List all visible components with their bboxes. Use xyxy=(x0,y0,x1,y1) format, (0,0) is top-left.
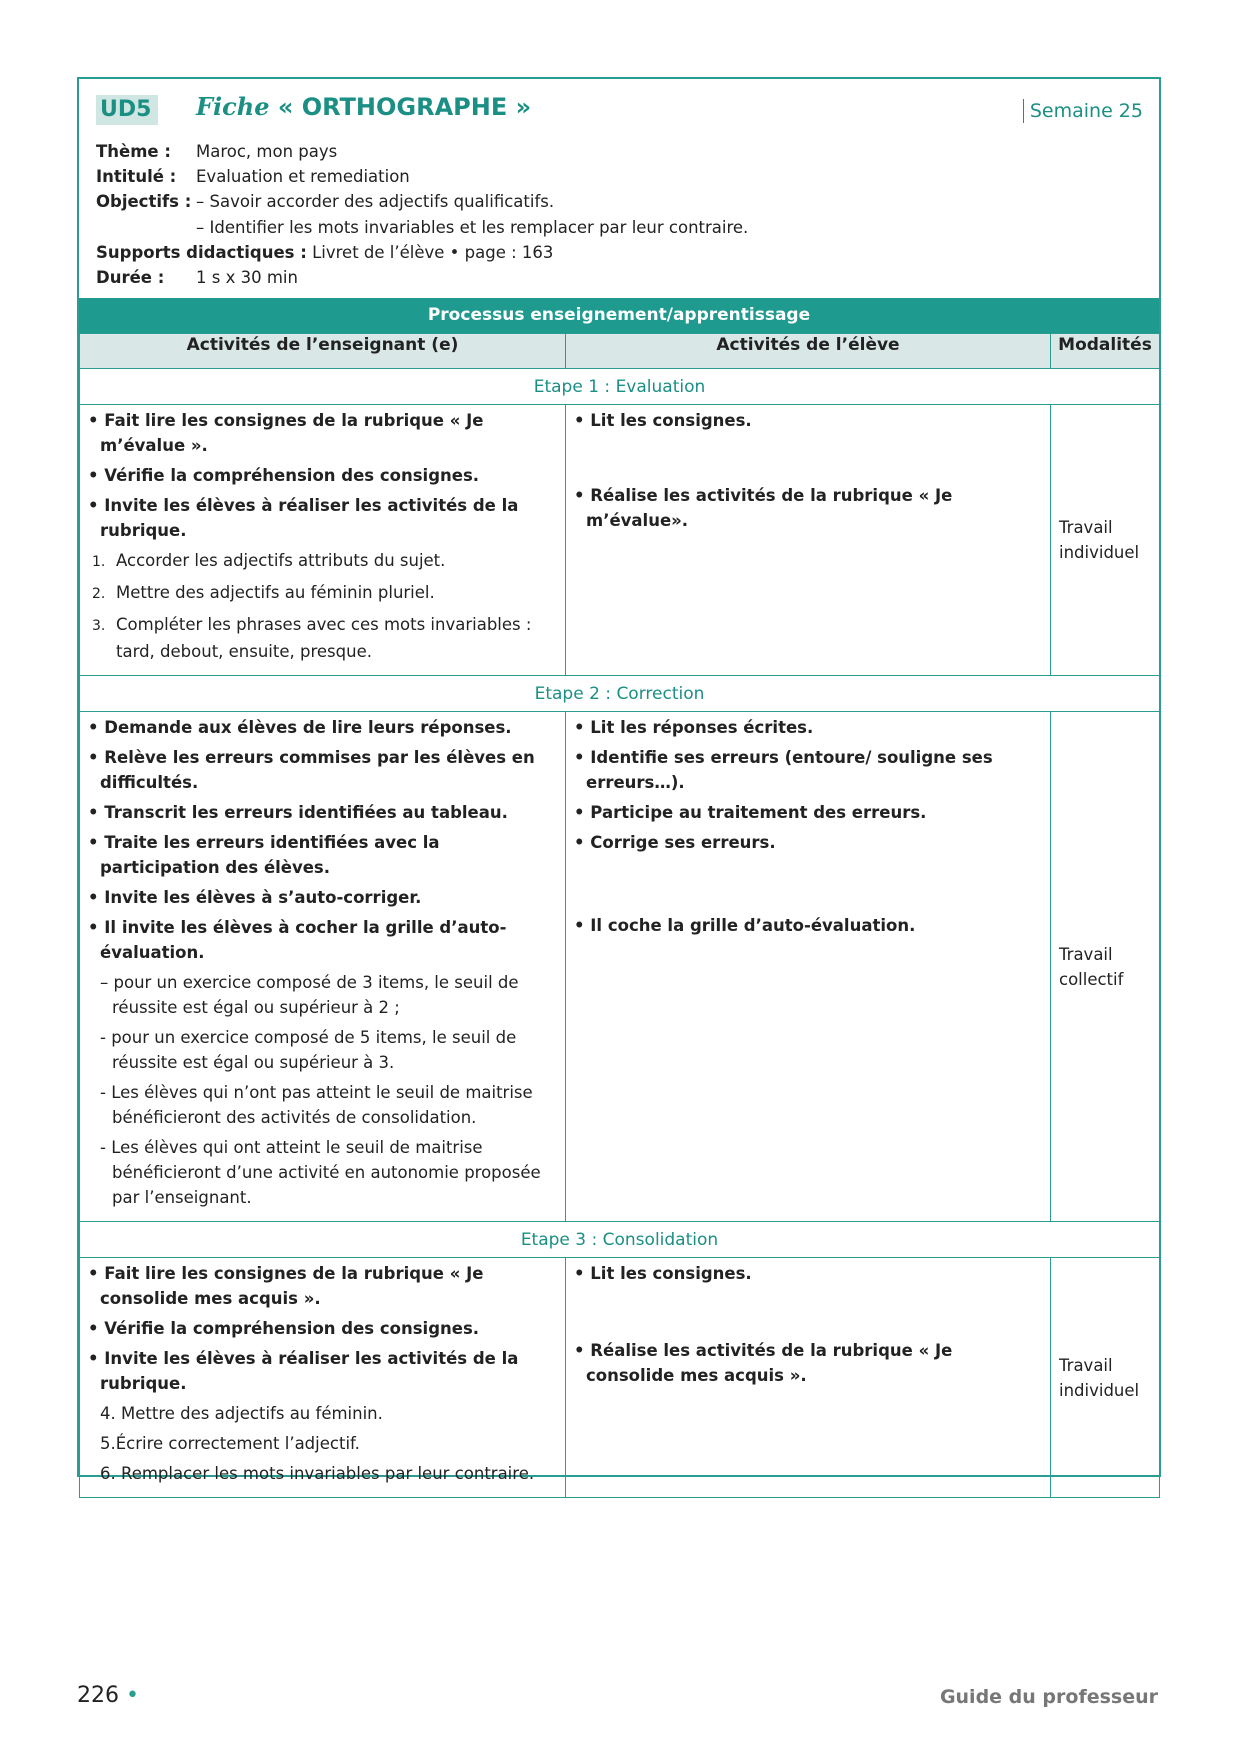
table-row xyxy=(80,1258,1160,1498)
week-label: Semaine 25 xyxy=(1023,99,1143,123)
sheet-header xyxy=(79,79,1159,298)
list-item: • Invite les élèves à réaliser les activités de la rubrique. xyxy=(88,493,557,543)
page-dot: • xyxy=(126,1683,139,1708)
step-row xyxy=(80,676,1160,712)
list-item: • Participe au traitement des erreurs. xyxy=(574,800,1042,825)
objectifs-row xyxy=(96,189,748,214)
list-item: • Invite les élèves à s’auto-corriger. xyxy=(88,885,557,910)
list-item: • Lit les réponses écrites. xyxy=(574,715,1042,740)
student-activities xyxy=(566,712,1051,1222)
title-text: « ORTHOGRAPHE » xyxy=(277,93,532,121)
step-title: Etape 2 : Correction xyxy=(80,676,1160,712)
list-item: - Les élèves qui ont atteint le seuil de maitrise bénéficieront d’une activité en autonomie proposée par l’enseignant. xyxy=(100,1138,541,1207)
modality-cell: Travail collectif xyxy=(1051,712,1160,1222)
step-row xyxy=(80,1222,1160,1258)
teacher-activities xyxy=(80,405,566,676)
teacher-activities xyxy=(80,712,566,1222)
list-item: 3. Compléter les phrases avec ces mots invariables : tard, debout, ensuite, presque. xyxy=(92,615,532,661)
modality-cell: Travail individuel xyxy=(1051,405,1160,676)
list-item: • Corrige ses erreurs. xyxy=(574,830,1042,855)
lesson-meta xyxy=(96,139,748,290)
intitule-value: Evaluation et remediation xyxy=(196,167,410,187)
list-item: • Transcrit les erreurs identifiées au tableau. xyxy=(88,800,557,825)
list-item: • Relève les erreurs commises par les élèves en difficultés. xyxy=(88,745,557,795)
duree-row xyxy=(96,265,748,290)
intitule-label: Intitulé : xyxy=(96,167,177,187)
list-item: • Fait lire les consignes de la rubrique « Je consolide mes acquis ». xyxy=(88,1261,557,1311)
table-header-row xyxy=(80,334,1160,369)
list-item: 5.Écrire correctement l’adjectif. xyxy=(100,1434,360,1453)
step-row xyxy=(80,369,1160,405)
supports-row xyxy=(96,240,748,265)
book-title: Guide du professeur xyxy=(939,1686,1158,1708)
sheet-title xyxy=(196,92,531,121)
lesson-sheet xyxy=(77,77,1161,1483)
list-item: • Demande aux élèves de lire leurs réponses. xyxy=(88,715,557,740)
process-title: Processus enseignement/apprentissage xyxy=(79,298,1159,333)
list-item: 2. Mettre des adjectifs au féminin pluriel. xyxy=(92,583,435,602)
objectif-2: – Identifier les mots invariables et les remplacer par leur contraire. xyxy=(196,217,749,237)
step-title: Etape 3 : Consolidation xyxy=(80,1222,1160,1258)
col-header-teacher: Activités de l’enseignant (e) xyxy=(80,334,566,369)
modality-cell: Travail individuel xyxy=(1051,1258,1160,1498)
list-item: • Invite les élèves à réaliser les activités de la rubrique. xyxy=(88,1346,557,1396)
theme-row xyxy=(96,139,748,164)
list-item: • Il coche la grille d’auto-évaluation. xyxy=(574,913,1042,938)
list-item: • Il invite les élèves à cocher la grille d’auto-évaluation. xyxy=(88,915,557,965)
list-item: • Lit les consignes. xyxy=(574,408,1042,433)
student-activities xyxy=(566,405,1051,676)
list-item: - Les élèves qui n’ont pas atteint le seuil de maitrise bénéficieront des activités de consolidation. xyxy=(100,1083,533,1127)
unit-badge: UD5 xyxy=(96,95,158,125)
supports-value: Livret de l’élève • page : 163 xyxy=(312,242,554,262)
page-number xyxy=(77,1683,139,1708)
duree-value: 1 s x 30 min xyxy=(196,267,298,287)
col-header-student: Activités de l’élève xyxy=(566,334,1051,369)
list-item: 1. Accorder les adjectifs attributs du sujet. xyxy=(92,551,446,570)
duree-label: Durée : xyxy=(96,267,165,287)
col-header-modality: Modalités xyxy=(1051,334,1160,369)
supports-label: Supports didactiques : xyxy=(96,242,307,262)
student-activities xyxy=(566,1258,1051,1498)
teacher-activities xyxy=(80,1258,566,1498)
activities-table xyxy=(79,333,1160,1498)
list-item: • Réalise les activités de la rubrique « Je m’évalue». xyxy=(574,483,1042,533)
objectif-1: – Savoir accorder des adjectifs qualificatifs. xyxy=(196,192,555,212)
list-item: 6. Remplacer les mots invariables par leur contraire. xyxy=(100,1464,535,1483)
list-item: 4. Mettre des adjectifs au féminin. xyxy=(100,1404,383,1423)
page-number-text: 226 xyxy=(77,1683,119,1708)
list-item: • Fait lire les consignes de la rubrique « Je m’évalue ». xyxy=(88,408,557,458)
title-prefix: Fiche xyxy=(196,92,270,121)
list-item: • Vérifie la compréhension des consignes. xyxy=(88,1316,557,1341)
objectifs-label: Objectifs : xyxy=(96,192,192,212)
theme-value: Maroc, mon pays xyxy=(196,142,338,161)
list-item: • Identifie ses erreurs (entoure/ souligne ses erreurs…). xyxy=(574,745,1042,795)
step-title: Etape 1 : Evaluation xyxy=(80,369,1160,405)
list-item: • Vérifie la compréhension des consignes. xyxy=(88,463,557,488)
intitule-row xyxy=(96,164,748,189)
list-item: – pour un exercice composé de 3 items, le seuil de réussite est égal ou supérieur à 2 ; xyxy=(100,973,519,1017)
list-item: • Lit les consignes. xyxy=(574,1261,1042,1286)
theme-label: Thème : xyxy=(96,142,171,161)
list-item: - pour un exercice composé de 5 items, le seuil de réussite est égal ou supérieur à 3. xyxy=(100,1028,517,1072)
table-row xyxy=(80,712,1160,1222)
list-item: • Traite les erreurs identifiées avec la participation des élèves. xyxy=(88,830,557,880)
table-row xyxy=(80,405,1160,676)
list-item: • Réalise les activités de la rubrique « Je consolide mes acquis ». xyxy=(574,1338,1042,1388)
